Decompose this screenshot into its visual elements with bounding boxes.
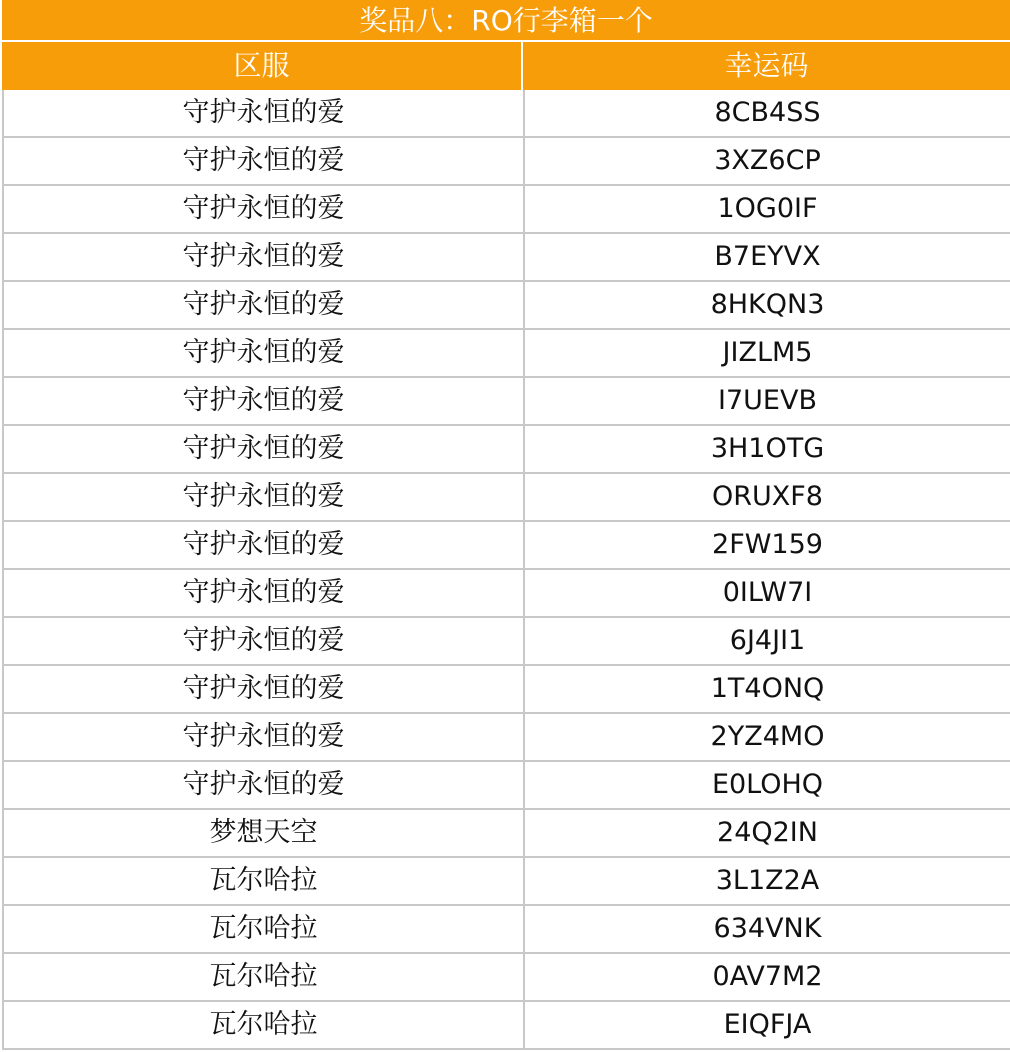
table-row [4, 90, 1010, 138]
table-row [4, 570, 1010, 618]
table-row [4, 858, 1010, 906]
code-cell: 1T4ONQ [710, 673, 825, 704]
table-row [4, 186, 1010, 234]
header-row [2, 42, 1010, 90]
server-cell: 守护永恒的爱 [4, 138, 525, 184]
code-cell: 0ILW7I [722, 577, 813, 608]
server-cell: 守护永恒的爱 [4, 522, 525, 568]
code-cell: E0LOHQ [711, 769, 824, 800]
header-server: 区服 [2, 42, 523, 90]
code-cell: 2FW159 [712, 529, 823, 560]
server-cell: 守护永恒的爱 [4, 618, 525, 664]
table-row [4, 234, 1010, 282]
table-title: 奖品八：RO行李箱一个 [2, 0, 1010, 42]
code-cell: 6J4JI1 [729, 625, 806, 656]
table-row [4, 954, 1010, 1002]
table-row [4, 714, 1010, 762]
code-cell: 1OG0IF [717, 193, 818, 224]
server-cell: 守护永恒的爱 [4, 186, 525, 232]
table-row [4, 426, 1010, 474]
server-cell: 守护永恒的爱 [4, 426, 525, 472]
server-cell: 瓦尔哈拉 [4, 954, 525, 1000]
table-row [4, 282, 1010, 330]
header-code: 幸运码 [724, 49, 809, 82]
table-row [4, 1002, 1010, 1050]
table-row [4, 618, 1010, 666]
code-cell: I7UEVB [718, 385, 817, 416]
table-body [2, 90, 1010, 1050]
server-cell: 瓦尔哈拉 [4, 858, 525, 904]
server-cell: 守护永恒的爱 [4, 282, 525, 328]
code-cell: JIZLM5 [722, 337, 813, 368]
server-cell: 守护永恒的爱 [4, 234, 525, 280]
table-row [4, 138, 1010, 186]
table-row [4, 762, 1010, 810]
server-cell: 守护永恒的爱 [4, 762, 525, 808]
code-cell: 3H1OTG [710, 433, 825, 464]
server-cell: 守护永恒的爱 [4, 90, 525, 136]
table-row [4, 378, 1010, 426]
table-row [4, 522, 1010, 570]
server-cell: 瓦尔哈拉 [4, 906, 525, 952]
code-cell: 0AV7M2 [712, 961, 823, 992]
server-cell: 守护永恒的爱 [4, 666, 525, 712]
server-cell: 梦想天空 [4, 810, 525, 856]
code-cell: 8HKQN3 [710, 289, 825, 320]
code-cell: EIQFJA [723, 1009, 812, 1040]
prize-table [2, 0, 1010, 1050]
table-row [4, 330, 1010, 378]
code-cell: 634VNK [713, 913, 822, 944]
server-cell: 守护永恒的爱 [4, 570, 525, 616]
code-cell: 8CB4SS [714, 97, 821, 128]
code-cell: B7EYVX [714, 241, 821, 272]
code-cell: 2YZ4MO [710, 721, 825, 752]
server-cell: 守护永恒的爱 [4, 378, 525, 424]
table-row [4, 810, 1010, 858]
server-cell: 守护永恒的爱 [4, 474, 525, 520]
server-cell: 守护永恒的爱 [4, 330, 525, 376]
code-cell: ORUXF8 [712, 481, 823, 512]
server-cell: 瓦尔哈拉 [4, 1002, 525, 1048]
code-cell: 24Q2IN [717, 817, 818, 848]
code-cell: 3L1Z2A [715, 865, 820, 896]
table-row [4, 906, 1010, 954]
code-cell: 3XZ6CP [714, 145, 821, 176]
table-row [4, 666, 1010, 714]
server-cell: 守护永恒的爱 [4, 714, 525, 760]
table-row [4, 474, 1010, 522]
